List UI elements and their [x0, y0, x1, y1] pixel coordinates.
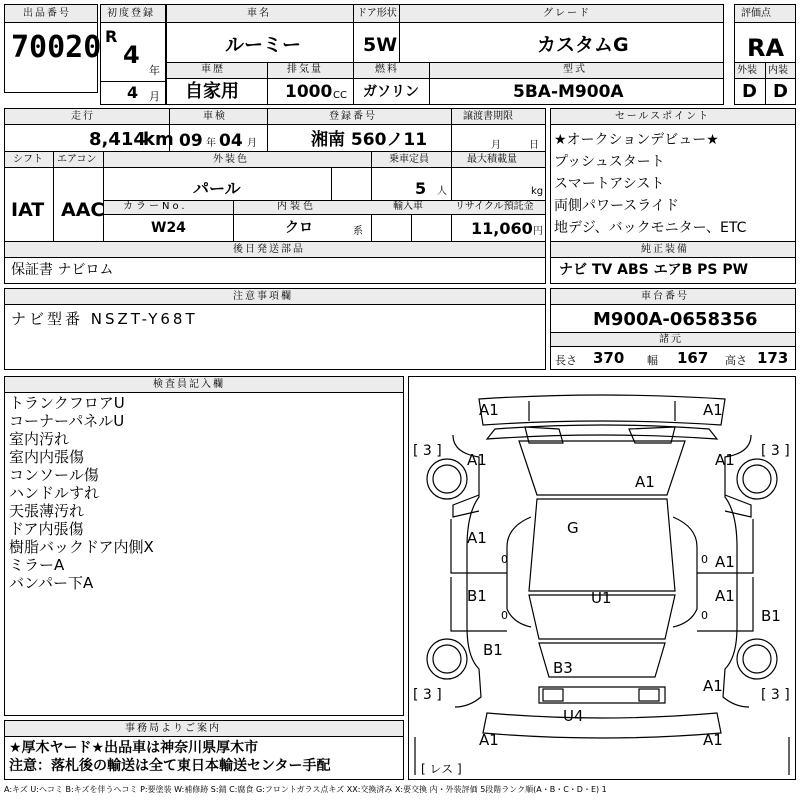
sales-points-label: セールスポイント [615, 111, 711, 122]
damage-mark-b3: B3 [553, 659, 573, 677]
damage-mark-a1: A1 [467, 529, 487, 547]
damage-mark-a1: A1 [635, 473, 655, 491]
damage-mark-a1: A1 [703, 677, 723, 695]
sales-points-box [550, 108, 796, 284]
interior-label: 内装 [768, 65, 788, 76]
damage-mark-a1: A1 [715, 587, 735, 605]
inspection-year-unit: 年 [206, 138, 216, 149]
exterior-label: 外装 [737, 65, 757, 76]
damage-mark-a1: A1 [703, 401, 723, 419]
lot-number: 70020 [11, 30, 102, 65]
first-reg-month: 4 [127, 83, 139, 102]
sales-point: スマートアシスト [554, 176, 665, 192]
inspection-label: 車検 [203, 111, 227, 122]
chassis-number: M900A-0658356 [593, 309, 758, 330]
damage-mark-u1: U1 [591, 589, 612, 607]
interior-score: D [773, 81, 788, 102]
damage-mark-b1: B1 [467, 587, 487, 605]
year-unit: 年 [149, 64, 160, 77]
plate-number: 湘南 560ノ11 [311, 130, 428, 150]
load-label: 最大積載量 [467, 154, 517, 165]
first-reg-label: 初度登録 [107, 8, 155, 19]
transfer-label: 譲渡書期限 [463, 111, 513, 122]
width-label: 幅 [647, 354, 658, 367]
damage-mark-u4: U4 [563, 707, 584, 725]
notes-text: ナビ型番 NSZT-Y68T [11, 310, 198, 328]
office-box [4, 720, 404, 780]
tire-zero: 0 [501, 609, 508, 622]
capacity-unit: 人 [437, 186, 447, 197]
model-label: 型式 [563, 64, 587, 75]
displacement-label: 排気量 [287, 64, 323, 75]
ac: AAC [61, 199, 105, 221]
import-label: 輸入車 [393, 201, 423, 212]
damage-mark-b1: B1 [761, 607, 781, 625]
damage-mark-a1: A1 [479, 731, 499, 749]
lot-label: 出品番号 [23, 8, 71, 19]
height-label: 高さ [725, 354, 747, 367]
exterior-score: D [742, 81, 757, 102]
damage-mark-a1: A1 [467, 451, 487, 469]
inspector-note: バンパー下A [9, 574, 94, 592]
inspector-note: 室内汚れ [9, 430, 70, 448]
recycle-label: リサイクル預託金 [455, 201, 534, 212]
tire-front-right: [ 3 ] [761, 443, 790, 459]
interior-color: クロ [285, 220, 313, 236]
height: 173 [757, 349, 789, 367]
history: 自家用 [185, 81, 239, 102]
inspector-note: 室内内張傷 [9, 448, 85, 466]
int-color-unit: 系 [353, 226, 363, 237]
transfer-day-unit: 日 [529, 140, 539, 151]
inspector-box [4, 376, 404, 716]
car-name-label: 車名 [247, 8, 271, 19]
inspector-label: 検査員記入欄 [153, 379, 225, 390]
door-type: 5W [363, 34, 398, 56]
spare-tire-label: [ レス ] [421, 762, 462, 776]
notes-box [4, 288, 546, 370]
later-parts: 保証書 ナビロム [11, 262, 114, 278]
fuel: ガソリン [363, 84, 419, 100]
main-info-box [166, 4, 724, 105]
grade: カスタムG [537, 34, 629, 56]
office-line-2: 注意：落札後の輸送は全て東日本輸送センター手配 [9, 758, 331, 774]
tire-zero: 0 [701, 553, 708, 566]
shift: IAT [11, 199, 45, 221]
model-code: 5BA-M900A [513, 82, 624, 102]
inspection-month-unit: 月 [247, 138, 257, 149]
transfer-month-unit: 月 [491, 140, 501, 151]
chassis-label: 車台番号 [641, 291, 689, 302]
tire-rear-right: [ 3 ] [761, 687, 790, 703]
fuel-label: 燃料 [375, 64, 399, 75]
car-name: ルーミー [225, 34, 302, 56]
damage-diagram-box [408, 376, 796, 780]
specs-label: 諸元 [659, 334, 683, 345]
sales-point: プッシュスタート [554, 154, 665, 170]
displacement: 1000 [285, 82, 333, 102]
inspector-note: トランクフロアU [9, 394, 125, 412]
damage-mark-a1: A1 [715, 451, 735, 469]
lot-box [4, 4, 102, 93]
color-number: W24 [151, 220, 186, 236]
era: R [105, 27, 118, 46]
equipment: ナビ TV ABS エアB PS PW [559, 262, 749, 278]
tire-zero: 0 [701, 609, 708, 622]
tire-zero: 0 [501, 553, 508, 566]
plate-label: 登録番号 [329, 111, 377, 122]
damage-mark-b1: B1 [483, 641, 503, 659]
score-box [734, 4, 796, 105]
chassis-box [550, 288, 796, 370]
legend-text: A:キズ U:ヘコミ B:キズを伴うヘコミ P:要塗装 W:補修跡 S:錆 C:腐食 G:フロントガラス点キズ XX:交換済み X:要交換 内・外装評価 5段階ランク順(A・B・C・D・E) 1 [4, 785, 607, 794]
tire-front-left: [ 3 ] [413, 443, 442, 459]
sales-point: 両側パワースライド [554, 198, 679, 214]
shift-label: シフト [13, 154, 43, 165]
grade-label: グレード [543, 8, 591, 19]
damage-mark-a1: A1 [479, 401, 499, 419]
load-unit: kg [531, 186, 544, 197]
inspector-note: ドア内張傷 [9, 520, 84, 538]
damage-mark-g: G [567, 519, 579, 537]
damage-mark-a1: A1 [715, 553, 735, 571]
score-label: 評価点 [741, 8, 771, 19]
recycle-fee: 11,060 [471, 219, 533, 238]
inspection-year: 09 [179, 131, 203, 151]
door-label: ドア形状 [357, 8, 397, 19]
first-reg-box [100, 4, 166, 105]
int-color-label: 内装色 [277, 201, 316, 212]
exterior-color: パール [193, 179, 241, 198]
details-box [4, 108, 546, 284]
notes-label: 注意事項欄 [233, 291, 293, 302]
equipment-label: 純正装備 [641, 244, 689, 255]
color-no-label: カラーNo. [123, 201, 188, 212]
tire-rear-left: [ 3 ] [413, 687, 442, 703]
recycle-unit: 円 [533, 226, 543, 237]
displacement-unit: CC [333, 90, 347, 101]
capacity-label: 乗車定員 [389, 154, 429, 165]
inspector-note: ミラーA [9, 556, 65, 574]
later-parts-label: 後日発送部品 [233, 244, 305, 255]
sales-point: 地デジ、バックモニター、ETC [554, 220, 747, 236]
damage-mark-a1: A1 [703, 731, 723, 749]
color-label: 外装色 [213, 154, 249, 165]
inspector-note: コンソール傷 [9, 466, 99, 484]
capacity: 5 [415, 179, 427, 198]
score: RA [747, 34, 785, 62]
inspector-note: 天張薄汚れ [9, 502, 85, 520]
length: 370 [593, 349, 625, 367]
mileage-unit: km [143, 129, 174, 150]
mileage-label: 走行 [71, 111, 95, 122]
inspector-note: 樹脂バックドア内側X [9, 538, 154, 556]
inspector-note: コーナーパネルU [9, 412, 125, 430]
inspection-month: 04 [219, 131, 243, 151]
first-reg-year: 4 [123, 41, 140, 69]
mileage: 8,414 [89, 129, 146, 150]
ac-label: エアコン [57, 154, 97, 165]
sales-point: ★オークションデビュー★ [554, 132, 719, 148]
office-line-1: ★厚木ヤード★出品車は神奈川県厚木市 [9, 740, 259, 756]
month-unit: 月 [149, 90, 160, 103]
office-label: 事務局よりご案内 [125, 723, 221, 734]
car-damage-diagram [409, 377, 795, 779]
inspector-note: ハンドルすれ [9, 484, 100, 502]
history-label: 車歴 [201, 64, 225, 75]
width: 167 [677, 349, 709, 367]
length-label: 長さ [555, 354, 577, 367]
